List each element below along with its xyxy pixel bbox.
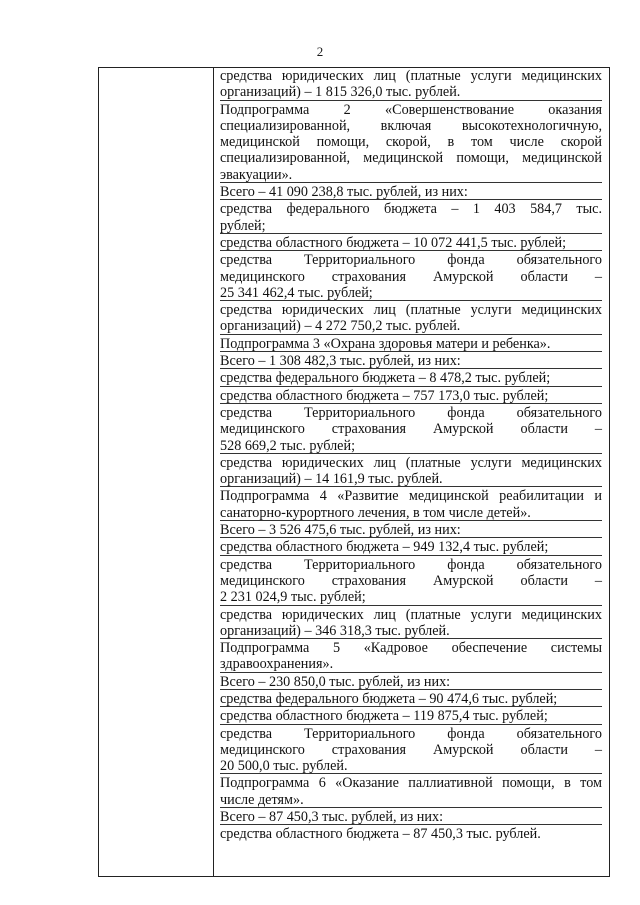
text-line: рублей; [220, 217, 266, 234]
text-line: средства областного бюджета – 757 173,0 тыс. рублей; [220, 387, 549, 404]
text-line: средства юридических лиц (платные услуги медицинских [220, 302, 602, 319]
text-line: Всего – 3 526 475,6 тыс. рублей, из них: [220, 522, 461, 539]
text-line: медицинского страхования Амурской области – [220, 741, 602, 758]
text-line: организаций) – 1 815 326,0 тыс. рублей. [220, 84, 461, 101]
text-line: медицинского страхования Амурской области – [220, 572, 602, 589]
text-line: Подпрограмма 3 «Охрана здоровья матери и ребенка». [220, 335, 551, 352]
text-line: Подпрограмма 6 «Оказание паллиативной помощи, в том [220, 775, 602, 792]
text-line: средства областного бюджета – 87 450,3 тыс. рублей. [220, 826, 541, 843]
text-line: средства областного бюджета – 119 875,4 тыс. рублей; [220, 708, 548, 725]
text-line: числе детям». [220, 791, 304, 808]
text-line: средства федерального бюджета – 1 403 584,7 тыс. [220, 201, 602, 218]
row-separator [220, 233, 602, 234]
text-line: средства областного бюджета – 949 132,4 тыс. рублей; [220, 539, 549, 556]
text-line: 2 231 024,9 тыс. рублей; [220, 589, 366, 606]
text-line: Подпрограмма 2 «Совершенствование оказания [220, 101, 602, 118]
text-line: средства Территориального фонда обязательного [220, 252, 602, 269]
text-line: санаторно-курортного лечения, в том числе детей». [220, 504, 531, 521]
text-line: средства юридических лиц (платные услуги медицинских [220, 68, 602, 84]
text-line: средства юридических лиц (платные услуги медицинских [220, 606, 602, 623]
text-line: медицинского страхования Амурской области – [220, 268, 602, 285]
page-number: 2 [316, 44, 324, 59]
text-line: организаций) – 14 161,9 тыс. рублей. [220, 471, 443, 488]
text-line: Всего – 41 090 238,8 тыс. рублей, из них: [220, 184, 468, 201]
text-line: Подпрограмма 5 «Кадровое обеспечение системы [220, 640, 602, 657]
text-line: Всего – 1 308 482,3 тыс. рублей, из них: [220, 353, 461, 370]
text-line: 20 500,0 тыс. рублей. [220, 758, 348, 775]
column-divider [213, 67, 214, 877]
text-line: средства Территориального фонда обязательного [220, 725, 602, 742]
text-line: эвакуации». [220, 166, 293, 183]
text-line: медицинского страхования Амурской области – [220, 421, 602, 438]
text-line: средства Территориального фонда обязательного [220, 404, 602, 421]
text-line: организаций) – 346 318,3 тыс. рублей. [220, 622, 450, 639]
funding-text-cell [220, 68, 602, 843]
text-line: средства федерального бюджета – 8 478,2 тыс. рублей; [220, 370, 551, 387]
text-line: Всего – 87 450,3 тыс. рублей, из них: [220, 809, 444, 826]
text-line: 25 341 462,4 тыс. рублей; [220, 284, 373, 301]
text-line: средства Территориального фонда обязательного [220, 556, 602, 573]
text-line: Подпрограмма 4 «Развитие медицинской реабилитации и [220, 488, 602, 505]
text-line: организаций) – 4 272 750,2 тыс. рублей. [220, 318, 461, 335]
text-line: 528 669,2 тыс. рублей; [220, 437, 356, 454]
text-line: Всего – 230 850,0 тыс. рублей, из них: [220, 673, 451, 690]
text-line: средства федерального бюджета – 90 474,6 тыс. рублей; [220, 690, 558, 707]
text-line: средства областного бюджета – 10 072 441,5 тыс. рублей; [220, 234, 567, 251]
text-line: средства юридических лиц (платные услуги медицинских [220, 454, 602, 471]
text-line: специализированной, медицинской помощи, медицинской [220, 150, 602, 167]
text-line: здравоохранения». [220, 656, 334, 673]
text-line: медицинской помощи, скорой, в том числе скорой [220, 134, 602, 151]
text-line: специализированной, включая высокотехнологичную, [220, 117, 602, 134]
